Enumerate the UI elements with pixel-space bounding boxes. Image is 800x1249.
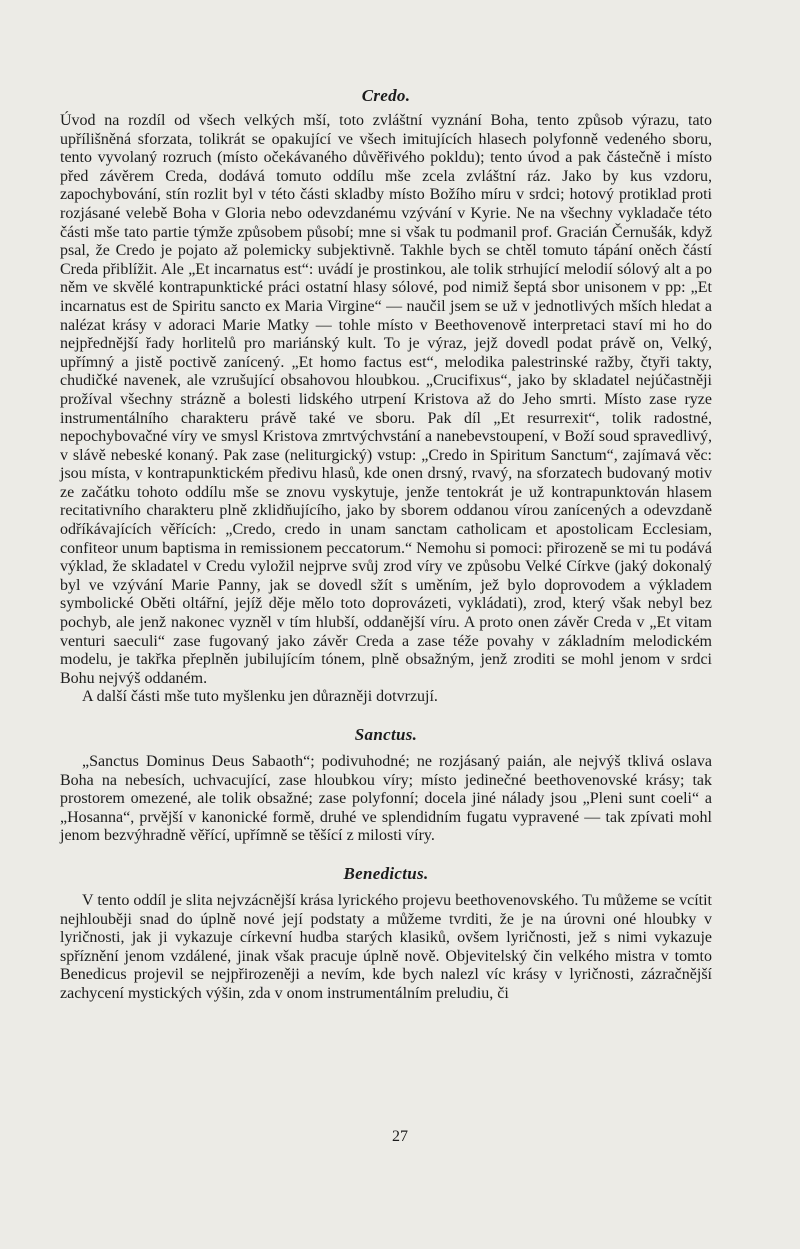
paragraph-sanctus-body: „Sanctus Dominus Deus Sabaoth“; podivuhodné; ne rozjásaný paián, ale nejvýš tklivá oslava Boha na nebesích, uchvacující, zase hloubkou víry; místo jedinečné beethovenovské krásy; tak prostorem omezené, ale tolik obsažné; zase polyfonní; docela jiné nálady jsou „Pleni sunt coeli“ a „Hosanna“, prvější v kanonické formě, druhé ve splendidním fugatu vypravené — tak zpívati mohl jenom bezvýhradně věřící, upřímně se těšící z milosti víry. (60, 753, 712, 845)
section-title-credo: Credo. (361, 86, 411, 105)
section-title-sanctus: Sanctus. (354, 725, 418, 744)
paragraph-credo-body: Úvod na rozdíl od všech velkých mší, toto zvláštní vyznání Boha, tento způsob výrazu, tato upřílišněná sforzata, tolikrát se opakující ve všech imitujících hlasech polyfonně vedeného sboru, tento vyvolaný rozruch (místo očekávaného důvěřivého pokldu); tento úvod a pak částečně i místo před závěrem Creda, dodává tomuto oddílu mše zcela zvláštní ráz. Jako by kus vzdoru, zapochybování, stín rozlit byl v této části skladby místo Božího míru v srdci; hotový protiklad proti rozjásané velebě Boha v Gloria nebo odevzdanému vzývání v Kyrie. Ne na všechny vykladače této části mše tato partie týmže způsobem působí; mne si však tu podmanil prof. Gracián Černušák, když psal, že Credo je pojato až polemicky subjektivně. Takhle bych se chtěl tomuto tápání oněch částí Creda přiblížit. Ale „Et incarnatus est“: uvádí je prostinkou, ale tolik strhující melodií sólový alt a po něm ve skvělé kontrapunktické práci ostatní hlasy sólové, pod nimiž šeptá sbor unisonem v pp: „Et incarnatus est de Spiritu sancto ex Maria Virgine“ — naučil jsem se už v jednotlivých mších hledat a nalézat krásy v adoraci Marie Matky — tohle místo v Beethovenově interpretaci staví mi ho do nejpřednější řady horlitelů pro mariánský kult. To je výraz, jejž dovedl podat právě on, Velký, upřímný a jistě poctivě zanícený. „Et homo factus est“, melodika palestrinské ražby, čtyři takty, chudičké navenek, ale vzrušující obsahovou hloubkou. „Crucifixus“, jako by skladatel nejúčastněji prožíval všechny strázně a bolesti lidského utrpení Kristova až do Jeho smrti. Místo zase ryze instrumentálního charakteru právě také ve sboru. Pak díl „Et resurrexit“, tolik radostné, nepochybovačné víry ve smysl Kristova zmrtvýchvstání a nanebevstoupení, v Boží soud spravedlivý, v slávě nebeské konaný. Pak zase (neliturgický) vstup: „Credo in Spiritum Sanctum“, zajímavá věc: jsou místa, v kontrapunktickém předivu hlasů, kde onen drsný, rvavý, na sforzatech budovaný motiv ze začátku tohoto oddílu mše se znovu vyskytuje, jenže tentokrát je už kontrapunktován hlasem recitativního charakteru plně zklidňujícího, jako by sborem oddanou vírou zanícených a odevzdaně odříkávajících věřících: „Credo, credo in unam sanctam catholicam et apostolicam Ecclesiam, confiteor unum baptisma in remissionem peccatorum.“ Nemohu si pomoci: přirozeně se mi tu podává výklad, že skladatel v Credu vyložil nejprve svůj zrod víry ve způsobu Velké Církve (jaký dokonalý byl ve vzývání Marie Panny, jak se dovedl sžít s uměním, jež bylo doprovodem a výkladem symbolické Oběti oltářní, jejíž děje mělo toto doprovázeti, vykládati), zrod, který však nebyl bez pochyb, ale jenž nakonec vyzněl v tím hlubší, oddanější víru. A proto onen závěr Creda v „Et vitam venturi saeculi“ zase fugovaný jako závěr Creda a zase téže povahy v základním melodickém modelu, je takřka přeplněn jubilujícím tónem, plně obsažným, jenž zroditi se mohl jenom v srdci Bohu nejvýš oddaném. (60, 112, 712, 687)
paragraph-credo-closing: A další části mše tuto myšlenku jen důrazněji dotvrzují. (82, 688, 438, 706)
paragraph-benedictus-body: V tento oddíl je slita nejvzácnější krása lyrického projevu beethovenovského. Tu můžeme se vcítit nejhlouběji snad do úplně nové její podstaty a můžeme tvrditi, že je na úrovni oné hloubky v lyričnosti, jak ji vykazuje církevní hudba starých klasiků, ovšem lyričnosti, jež s nimi vykazuje spříznění jenom vzdálené, jinak však pracuje úplně nově. Objevitelský čin velkého mistra v tomto Benedicus projevil se nejpřirozeněji a nevím, kde bych nalezl víc krásy v lyričnosti, zázračnější zachycení mystických výšin, zda v onom instrumentálním preludiu, či (60, 891, 712, 1002)
page-number: 27 (392, 1128, 408, 1145)
section-title-benedictus: Benedictus. (343, 863, 429, 883)
